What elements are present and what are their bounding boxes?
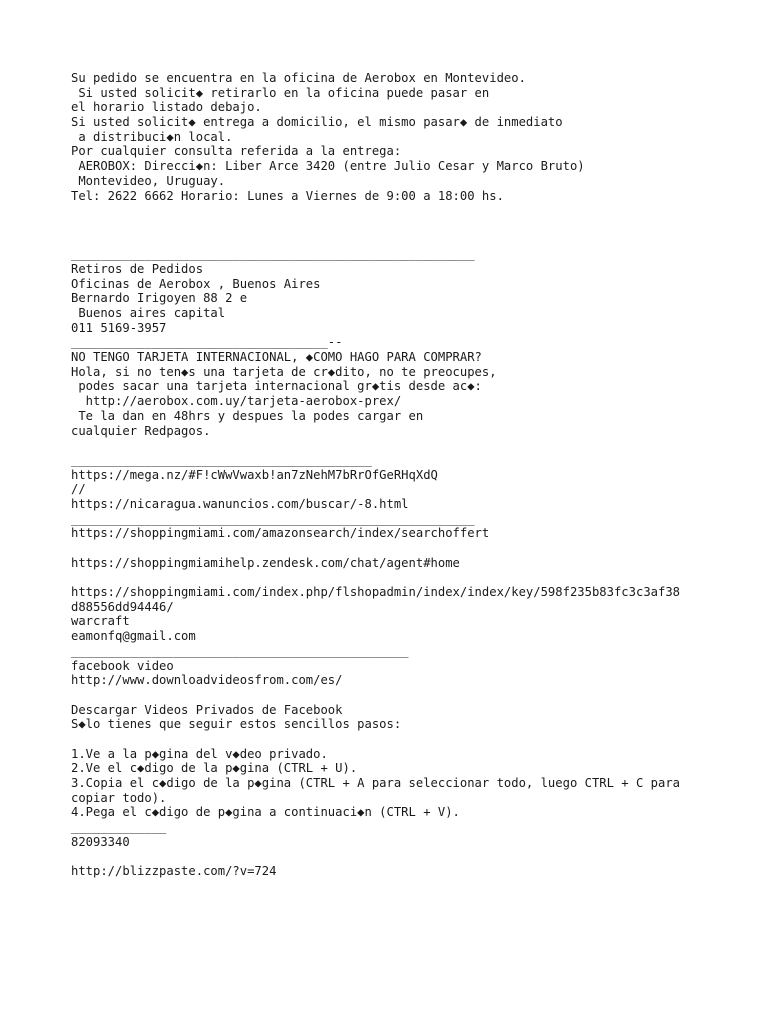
document-line: Te la dan en 48hrs y despues la podes cargar en <box>71 408 424 423</box>
document-line <box>71 233 711 248</box>
document-line: warcraft <box>71 614 130 629</box>
document-line: _________________________________________ <box>71 452 372 467</box>
document-line: podes sacar una tarjeta internacional gr◆tis desde ac◆: <box>71 379 482 394</box>
document-line: Por cualquier consulta referida a la entrega: <box>71 144 402 159</box>
document-line: https://shoppingmiamihelp.zendesk.com/chat/agent#home <box>71 555 460 570</box>
document-line: Montevideo, Uruguay. <box>71 173 226 188</box>
document-line: Si usted solicit◆ entrega a domicilio, el mismo pasar◆ de inmediato <box>71 115 563 130</box>
document-line: 011 5169-3957 <box>71 320 167 335</box>
document-line: Si usted solicit◆ retirarlo en la oficina puede pasar en <box>71 85 490 100</box>
document-line: https://shoppingmiami.com/amazonsearch/index/searchoffert <box>71 526 490 541</box>
document-line: ______________________________________________ <box>71 643 409 658</box>
document-line <box>71 849 711 864</box>
document-line: 4.Pega el c◆digo de p◆gina a continuaci◆n (CTRL + V). <box>71 805 460 820</box>
document-line: copiar todo). <box>71 790 167 805</box>
document-line: Descargar Videos Privados de Facebook <box>71 702 343 717</box>
document-line: // <box>71 482 86 497</box>
document-line <box>71 218 711 233</box>
document-line: http://www.downloadvideosfrom.com/es/ <box>71 673 343 688</box>
document-line: cualquier Redpagos. <box>71 423 211 438</box>
document-line: a distribuci◆n local. <box>71 129 233 144</box>
document-line: d88556dd94446/ <box>71 599 174 614</box>
document-line: https://mega.nz/#F!cWwVwaxb!an7zNehM7bRrOfGeRHqXdQ <box>71 467 438 482</box>
document-line: Su pedido se encuentra en la oficina de Aerobox en Montevideo. <box>71 71 526 85</box>
document-line: 1.Ve a la p◆gina del v◆deo privado. <box>71 746 328 761</box>
document-line: http://blizzpaste.com/?v=724 <box>71 864 277 879</box>
document-line: Buenos aires capital <box>71 306 226 320</box>
document-line <box>71 570 711 585</box>
document-line: S◆lo tienes que seguir estos sencillos pasos: <box>71 717 402 732</box>
document-line <box>71 203 711 218</box>
document-line: Hola, si no ten◆s una tarjeta de cr◆dito, no te preocupes, <box>71 364 497 379</box>
document-line: el horario listado debajo. <box>71 100 262 115</box>
document-line: Oficinas de Aerobox , Buenos Aires <box>71 276 321 291</box>
document-line: 3.Copia el c◆digo de la p◆gina (CTRL + A para seleccionar todo, luego CTRL + C para <box>71 776 681 790</box>
document-line: https://nicaragua.wanuncios.com/buscar/-8.html <box>71 496 409 511</box>
document-line: https://shoppingmiami.com/index.php/flshopadmin/index/index/key/598f235b83fc3c3af38 <box>71 585 681 600</box>
document-line: eamonfq@gmail.com <box>71 629 196 644</box>
document-line: NO TENGO TARJETA INTERNACIONAL, ◆COMO HAGO PARA COMPRAR? <box>71 350 482 365</box>
document-line: Retiros de Pedidos <box>71 261 204 276</box>
document-line: facebook video <box>71 658 174 673</box>
document-line <box>71 541 711 556</box>
document-body <box>71 71 711 879</box>
document-line <box>71 688 711 703</box>
document-line <box>71 732 711 747</box>
document-line: ___________________________________-- <box>71 335 343 350</box>
document-line: 2.Ve el c◆digo de la p◆gina (CTRL + U). <box>71 761 358 776</box>
document-line: _______________________________________________________ <box>71 511 475 526</box>
document-line: http://aerobox.com.uy/tarjeta-aerobox-prex/ <box>71 394 402 409</box>
document-line: Tel: 2622 6662 Horario: Lunes a Viernes de 9:00 a 18:00 hs. <box>71 188 504 203</box>
document-line: Bernardo Irigoyen 88 2 e <box>71 291 248 306</box>
document-line: _____________ <box>71 820 167 835</box>
document-line: _______________________________________________________ <box>71 247 475 262</box>
document-line <box>71 438 711 453</box>
document-line: AEROBOX: Direcci◆n: Liber Arce 3420 (entre Julio Cesar y Marco Bruto) <box>71 159 585 174</box>
document-line: 82093340 <box>71 834 130 849</box>
